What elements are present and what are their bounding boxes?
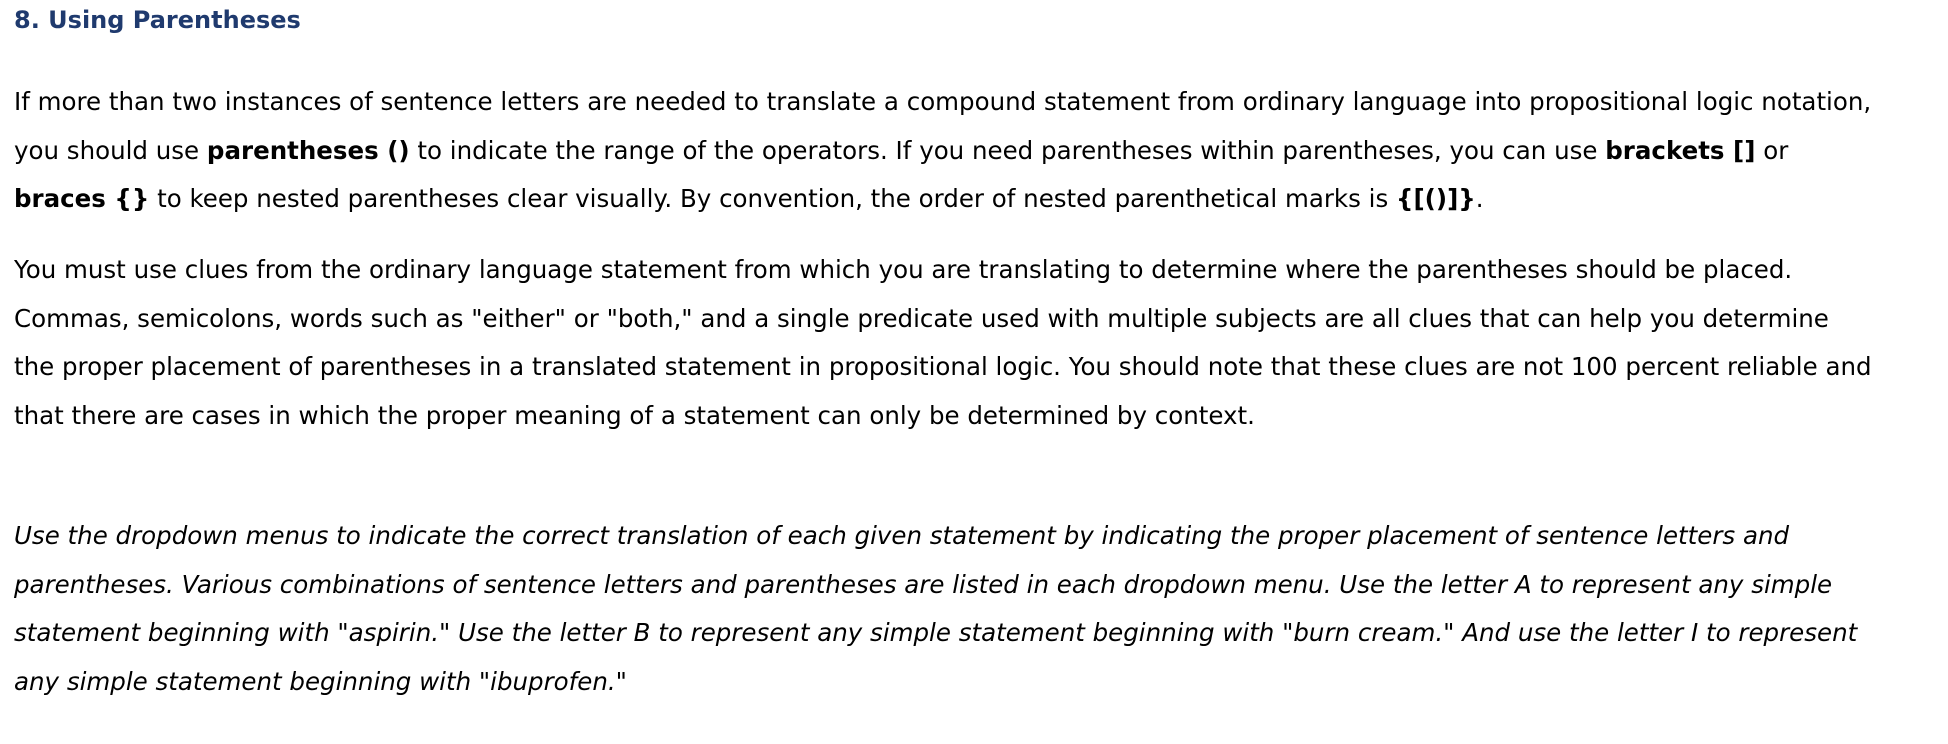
intro-text: to indicate the range of the operators. If you need parentheses within parentheses, you can use xyxy=(409,135,1606,165)
intro-paragraph xyxy=(14,78,1914,224)
term-braces: braces {} xyxy=(14,184,150,213)
instructions-paragraph xyxy=(14,512,1914,706)
instructions-line-4: any simple statement beginning with "ibuprofen." xyxy=(14,666,627,696)
intro-text: . xyxy=(1475,184,1484,213)
clues-paragraph xyxy=(14,246,1914,440)
intro-text: or xyxy=(1755,135,1789,165)
instructions-line-2: parentheses. Various combinations of sentence letters and parentheses are listed in each dropdown menu. Use the letter A to represent any simple xyxy=(14,569,1833,599)
instructions-line-3: statement beginning with "aspirin." Use the letter B to represent any simple statement beginning with "burn cream." And use the letter I to represent xyxy=(14,618,1858,647)
intro-text: to keep nested parentheses clear visually. By convention, the order of nested parenthetical marks is xyxy=(149,184,1397,213)
clues-line-4: that there are cases in which the proper meaning of a statement can only be determined by context. xyxy=(14,400,1255,430)
intro-line-1: If more than two instances of sentence letters are needed to translate a compound statement from ordinary language into propositional logic notation, xyxy=(14,87,1872,116)
clues-line-1: You must use clues from the ordinary language statement from which you are translating to determine where the parentheses should be placed. xyxy=(14,255,1793,284)
intro-line-2 xyxy=(14,127,1914,176)
intro-text: you should use xyxy=(14,135,207,165)
term-parentheses: parentheses () xyxy=(206,135,410,165)
term-brackets: brackets [] xyxy=(1605,135,1756,165)
clues-line-3: the proper placement of parentheses in a translated statement in propositional logic. You should note that these clues are not 100 percent reliable and xyxy=(14,352,1872,381)
instructions-line-1: Use the dropdown menus to indicate the correct translation of each given statement by indicating the proper placement of sentence letters and xyxy=(14,521,1790,550)
section-title: 8. Using Parentheses xyxy=(14,6,301,34)
intro-line-3 xyxy=(14,175,1914,224)
term-nesting-order: {[()]} xyxy=(1396,184,1476,213)
clues-line-2: Commas, semicolons, words such as "either" or "both," and a single predicate used with multiple subjects are all clues that can help you determine xyxy=(14,303,1829,333)
